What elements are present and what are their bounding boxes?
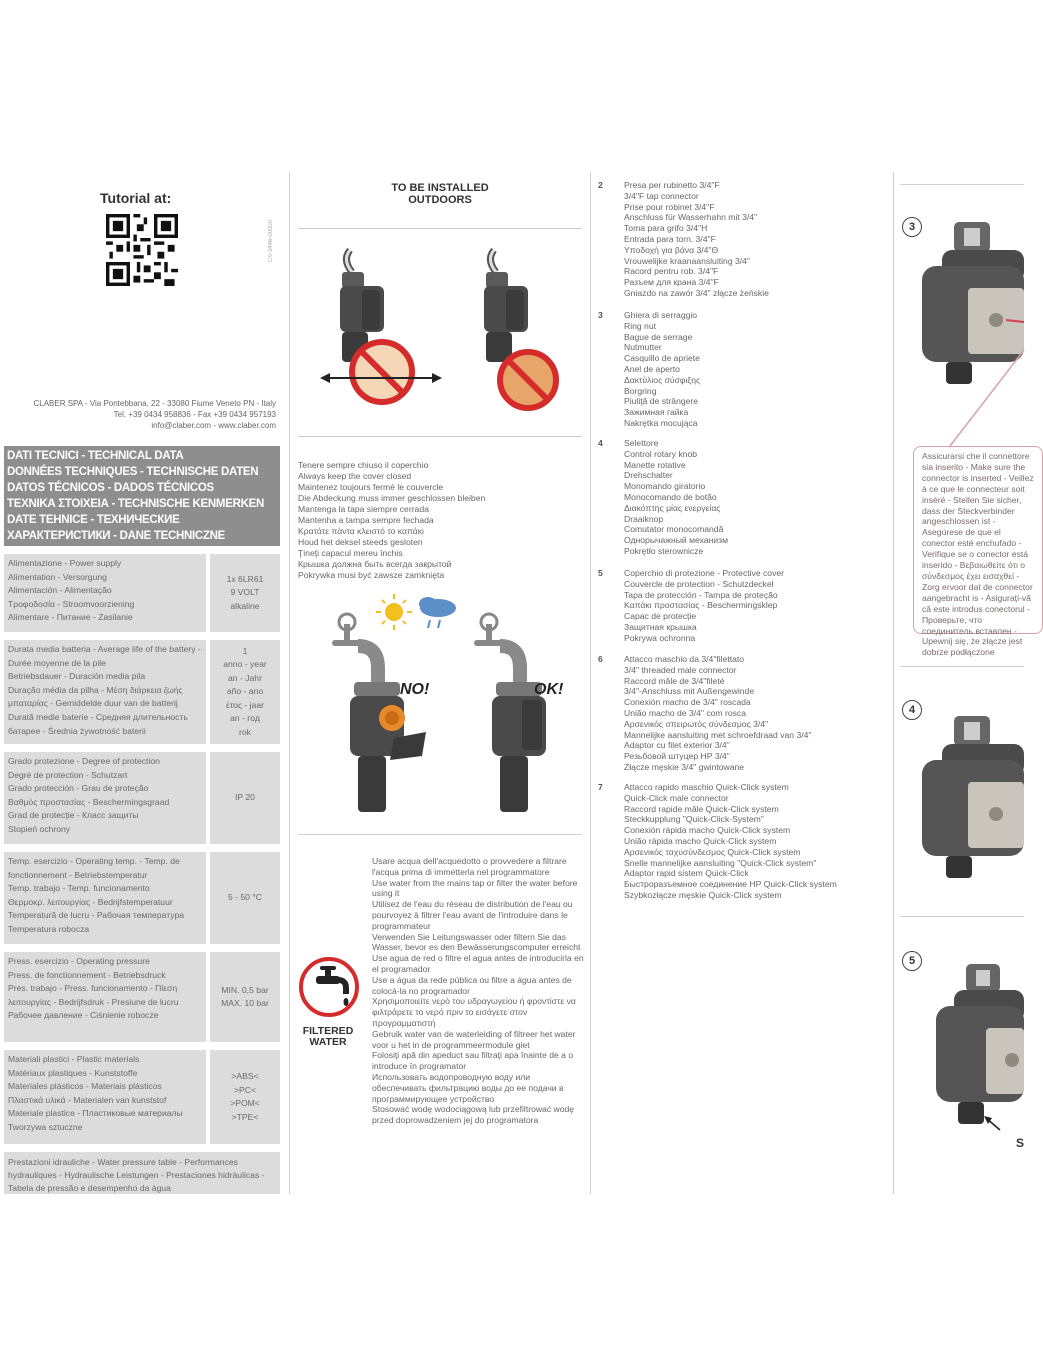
spec-value: 1 anno - year an - Jahr año - ano έτος - jaar an - год rok — [210, 640, 280, 744]
timer-device-step5 — [930, 964, 1024, 1134]
performance-table-header: Prestazioni idrauliche - Water pressure table - Performances hydrauliques - Hydraulische Leistungen - Prestaciones hidráulicas - Tabela de pressão e desempenho da água — [4, 1152, 280, 1194]
spec-row-power — [4, 554, 280, 632]
divider — [900, 916, 1024, 917]
filtered-water-icon — [298, 956, 360, 1018]
spec-value: 5 - 50 °C — [210, 852, 280, 944]
column-divider-1 — [289, 172, 290, 1194]
timer-device-step4 — [916, 716, 1024, 886]
spec-value: >ABS< >PC< >POM< >TPE< — [210, 1050, 280, 1144]
column-divider-2 — [590, 172, 591, 1194]
spec-label: Durata media batteria - Average life of the battery - Durée moyenne de la pile Betriebsdauer - Duración media pila Duração média da pilha - Μέση διάρκεια ζωής μπαταρίας - Gemiddelde duur van de batterij Durată medie baterie - Средняя длительность батарее - Średnia żywotność baterii — [4, 640, 206, 744]
spec-label: Grado protezione - Degree of protection Degré de protection - Schutzart Grado protección - Grau de proteção Βαθμός προστασίας - Beschermingsgraad Grad de protecție - Класс защиты Stopień ochrony — [4, 752, 206, 844]
divider — [900, 184, 1024, 185]
part-item-4: 4 Selettore Control rotary knob Manette rotative Drehschalter Monomando giratorio Monocomando de botão Διακόπτης μίας ενεργείας Draaiknop Comutator monocomandă Однорычажный механизм Pokrętło sterownicze — [598, 438, 728, 556]
ok-label: OK! — [534, 681, 564, 698]
pointer-line — [920, 350, 1024, 450]
weather-illustration — [298, 590, 582, 820]
tutorial-label: Tutorial at: — [100, 190, 172, 206]
no-label: NO! — [400, 681, 430, 698]
step-number-5: 5 — [902, 951, 922, 971]
filtered-water-label: FILTERED WATER — [302, 1025, 354, 1048]
prohibited-sign-icon — [352, 342, 412, 402]
cover-closed-illustration — [298, 240, 582, 420]
technical-data-header: DATI TECNICI - TECHNICAL DATA DONNÉES TECHNIQUES - TECHNISCHE DATEN DATOS TÉCNICOS - DADOS TÉCNICOS ΤΕΧΝΙΚΑ ΣΤΟΙΧΕΙΑ - TECHNISCHE KENMERKEN DATE TEHNICE - ТЕХНИЧЕСКИЕ ХАРАКТЕРИСТИКИ - DANE TECHNICZNE — [4, 446, 280, 546]
spec-row-materials — [4, 1050, 280, 1144]
part-item-2: 2 Presa per rubinetto 3/4"F 3/4"F tap connector Prise pour robinet 3/4"F Anschluss für Wasserhahn mit 3/4" Toma para grifo 3/4"H Entrada para torn. 3/4"F Υποδοχή για βάνα 3/4"Θ Vrouwelijke kraanaansluiting 3/4" Racord pentru rob. 3/4"F Разъем для крана 3/4"F Gniazdo na zawór 3/4" złącze żeńskie — [598, 180, 769, 298]
divider — [900, 666, 1024, 667]
spec-label: Materiali plastici - Plastic materials Matériaux plastiques - Kunststoffe Materiales plásticos - Materiais plásticos Πλαστικά υλικά - Materialen van kunststof Materiale plastice - Пластиковые материалы Tworzywa sztuczne — [4, 1050, 206, 1144]
timer-device-icon — [492, 696, 546, 812]
qr-code-icon[interactable] — [106, 214, 178, 286]
spec-value: MIN. 0,5 bar MAX. 10 bar — [210, 952, 280, 1042]
keep-cover-closed-text: Tenere sempre chiuso il coperchio Always keep the cover closed Maintenez toujours fermé le couvercle Die Abdeckung muss immer geschlossen bleiben Mantenga la tapa siempre cerrada Mantenha a tampa sempre fechada Κρατάτε πάντα κλειστό το καπάκι Houd het deksel steeds gesloten Ţineţi capacul mereu închis Крышка должна быть всегда закрытой Pokrywka musi być zawsze zamknięta — [298, 460, 486, 580]
spec-label: Alimentazione - Power supply Alimentation - Versorgung Alimentación - Alimentação Τροφοδοσία - Stroomvoorziening Alimentare - Питание - Zasilanie — [4, 554, 206, 632]
spec-row-temperature — [4, 852, 280, 944]
divider — [298, 436, 582, 437]
column-divider-3 — [893, 172, 894, 1194]
timer-device-icon — [484, 250, 528, 362]
step-number-3: 3 — [902, 217, 922, 237]
part-item-3: 3 Ghiera di serraggio Ring nut Bague de serrage Nutmutter Casquillo de apriete Anel de aperto Δακτύλιος σύσφιξης Borgring Piuliţă de strângere Зажимная гайка Nakrętka mocująca — [598, 310, 701, 428]
connector-note-box: Assicurarsi che il connettore sia inserito - Make sure the connector is inserted - Veillez à ce que le connecteur soit inséré - Stellen Sie sicher, dass der Steckverbinder angeschlossen ist - Asegúrese de que el conector esté enchufado - Verifique se o conector está inserido - Βεβαιωθείτε ότι ο σύνδεσμος έχει εισαχθεί - Zorg ervoor dat de connector aangebracht is - Asiguraţi-vă că este introdus conectorul - Проверьте, что соединитель вставлен - Upewnij się, że złącze jest dobrze podłączone — [913, 446, 1043, 634]
step-number-4: 4 — [902, 700, 922, 720]
spec-row-pressure — [4, 952, 280, 1042]
spec-label: Temp. esercizio - Operating temp. - Temp. de fonctionnement - Betriebstemperatur Temp. trabajo - Temp. funcionamento Θερμοκρ. λειτουργίας - Bedrijfstemperatuur Temperatură de lucru - Рабочая температура Temperatura robocza — [4, 852, 206, 944]
spec-label: Press. esercizio - Operating pressure Press. de fonctionnement - Betriebsdruck Pres. trabajo - Press. funcionamento - Πίεση λειτουργίας - Bedrijfsdruk - Presiune de lucru Рабочее давление - Ciśnienie robocze — [4, 952, 206, 1042]
divider — [298, 228, 582, 229]
part-item-7: 7 Attacco rapido maschio Quick-Click system Quick-Click male connector Raccord rapide mâle Quick-Click system Steckkupplung "Quick-Click-System" Conexión rápida macho Quick-Click system União rápida macho Quick-Click system Αρσενικός ταχυσύνδεσμος Quick-Click system Snelle mannelijke aansluiting "Quick-Click system" Adaptor rapid sistem Quick-Click Быстроразъемное соединение НР Quick-Click system Szybkozłącze męskie Quick-Click system — [598, 782, 837, 900]
step5-label: S — [1016, 1136, 1025, 1150]
spec-value: 1x 6LR61 9 VOLT alkaline — [210, 554, 280, 632]
part-item-6: 6 Attacco maschio da 3/4"filettato 3/4" threaded male connector Raccord mâle de 3/4"fileté 3/4"-Anschluss mit Außengewinde Conexión macho de 3/4" roscada União macho de 3/4" com rosca Αρσενικός σπειρωτός σύνδεσμος 3/4" Mannelijke aansluiting met schroefdraad van 3/4" Adaptor cu filet exterior 3/4" Резьбовой штуцер НР 3/4" Złącze męskie 3/4" gwintowane — [598, 654, 812, 772]
document-code: CV-3446-00000 — [268, 220, 274, 263]
divider — [298, 834, 582, 835]
faucet-icon — [474, 614, 542, 696]
timer-device-icon — [350, 696, 426, 812]
install-outdoors-label: TO BE INSTALLED OUTDOORS — [391, 182, 489, 206]
faucet-icon — [332, 614, 400, 696]
company-address: CLABER SPA - Via Pontebbana, 22 - 33080 Fiume Veneto PN - Italy Tel. +39 0434 958836 - Fax +39 0434 957193 info@claber.com - www.claber.com — [33, 399, 276, 430]
prohibited-sign-icon — [500, 352, 556, 408]
sun-icon — [376, 594, 412, 630]
spec-row-protection — [4, 752, 280, 844]
filtered-water-text: Usare acqua dell'acquedotto o provvedere a filtrare l'acqua prima di immetterla nel programmatore Use water from the mains tap or filter the water before using it Utilisez de l'eau du réseau de distribution de l'eau ou pourvoyez à filtrer l'eau avant de l'introduire dans le programmateur Verwenden Sie Leitungswasser oder filtern Sie das Wasser, bevor es den Bewässerungscomputer erreicht Use agua de red o filtre el agua antes de introducirla en el programador Use a água da rede pública ou filtre a água antes de colocá-la no programador Χρησιμοποιείτε νερό του υδραγωγείου ή φροντίστε να φιλτράρετε το νερό πριν το εισάγετε στον προγραμματιστή Gebruik water van de waterleiding of filtreer het water voor u het in de programmeermodule giet Folosiţi apă din apeduct sau filtraţi apa înainte de a o introduce în programator Использовать водопроводную воду или обеспечивать фильтрацию воды до ее подачи в программирующее устройство Stosować wodę wodociągową lub przefiltrować wodę przed doprowadzeniem jej do programatora — [372, 856, 584, 1126]
part-item-5: 5 Coperchio di protezione - Protective cover Couvercle de protection - Schutzdeckel Tapa de protección - Tampa de proteção Καπάκι προστασίας - Beschermingsklep Capac de protecție Защитная крышка Pokrywa ochronna — [598, 568, 785, 643]
spec-row-battery — [4, 640, 280, 744]
rain-cloud-icon — [419, 597, 456, 628]
spec-value: IP 20 — [210, 752, 280, 844]
